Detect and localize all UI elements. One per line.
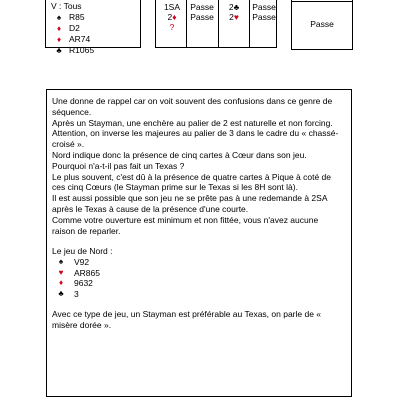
hand-row: [51, 45, 140, 56]
hand-row: [51, 23, 140, 34]
hand-row: [51, 12, 140, 23]
north-cards: AR865: [74, 267, 100, 278]
bid: [159, 12, 185, 22]
north-cards: 3: [74, 288, 79, 299]
north-hand-row: [52, 278, 341, 289]
heart-icon: ♥: [58, 267, 64, 277]
divider: [292, 1, 352, 2]
diamond-icon: ♦: [56, 24, 62, 33]
conclusion: Avec ce type de jeu, un Stayman est préférable au Texas, on parle de « misère dorée ».: [52, 309, 322, 330]
hand-cards: AR74: [69, 34, 91, 44]
north-hand-row: [52, 257, 341, 268]
hand-cards: R1065: [69, 45, 95, 55]
diamond-icon: ♦: [56, 35, 62, 44]
comment-paragraph: Nord indique donc la présence de cinq cartes à Cœur dans son jeu. Pourquoi n'a-t-il pas fait un Texas ?: [52, 149, 307, 171]
comment-paragraph: Comme votre ouverture est minimum et non fittée, vous n'avez aucune raison de reparler.: [52, 214, 319, 236]
bid-column-1: [159, 2, 185, 32]
hand-cards: R85: [69, 12, 85, 22]
north-cards: V92: [74, 257, 90, 268]
hand-box: [45, 0, 141, 55]
bid: Passe: [190, 12, 214, 22]
bid-level: 2: [167, 12, 173, 22]
spade-icon: ♠: [58, 257, 64, 267]
club-icon: ♣: [233, 2, 240, 12]
club-icon: ♣: [58, 288, 64, 298]
north-hand-row: [52, 289, 341, 300]
bid-column-4: [250, 2, 278, 22]
north-hand-row: [52, 268, 341, 279]
bid-level: 2: [228, 2, 234, 12]
bid: Passe: [252, 12, 276, 22]
north-cards: 9632: [74, 278, 93, 289]
diamond-icon: ♦: [58, 278, 64, 288]
right-box-bid: Passe: [310, 19, 334, 29]
right-box: [291, 0, 353, 50]
bid-column-3: [219, 2, 249, 22]
north-hand: [52, 257, 341, 299]
bid-level: 2: [229, 12, 234, 22]
bid: [219, 2, 249, 12]
hand-cards: D2: [69, 23, 80, 33]
hand-header: V : Tous: [51, 1, 82, 11]
spade-icon: ♠: [56, 13, 62, 22]
bid: 1SA: [163, 2, 181, 12]
bid: ?: [169, 22, 175, 32]
heart-icon: ♥: [233, 12, 239, 22]
bid: Passe: [252, 2, 276, 12]
diamond-icon: ♦: [172, 12, 177, 22]
bid: [219, 12, 249, 22]
bid-column-2: [187, 2, 217, 22]
comment-paragraph: Il est aussi possible que son jeu ne se prête pas à une redemande à 2SA après le Texas à cause de la présence d'une courte.: [52, 193, 328, 214]
north-title: Le jeu de Nord :: [52, 246, 113, 257]
club-icon: ♣: [56, 46, 62, 55]
comment-box: [46, 89, 352, 397]
comment-paragraph: Le plus souvent, c'est dû à la présence de quatre cartes à Pique à coté de ces cinq Cœurs (le Stayman prime sur le Texas si les 8H sont là).: [52, 171, 331, 193]
bid: Passe: [190, 2, 214, 12]
comment-paragraph: Après un Stayman, une enchère au palier de 2 est naturelle et non forcing. Attention, on inverse les majeures au palier de 3 dans le cadre du « chassé-croisé ».: [52, 117, 339, 150]
bidding-box: [155, 0, 277, 48]
hand-row: [51, 34, 140, 45]
comment-paragraph: Une donne de rappel car on voit souvent des confusions dans ce genre de séquence.: [52, 96, 333, 117]
